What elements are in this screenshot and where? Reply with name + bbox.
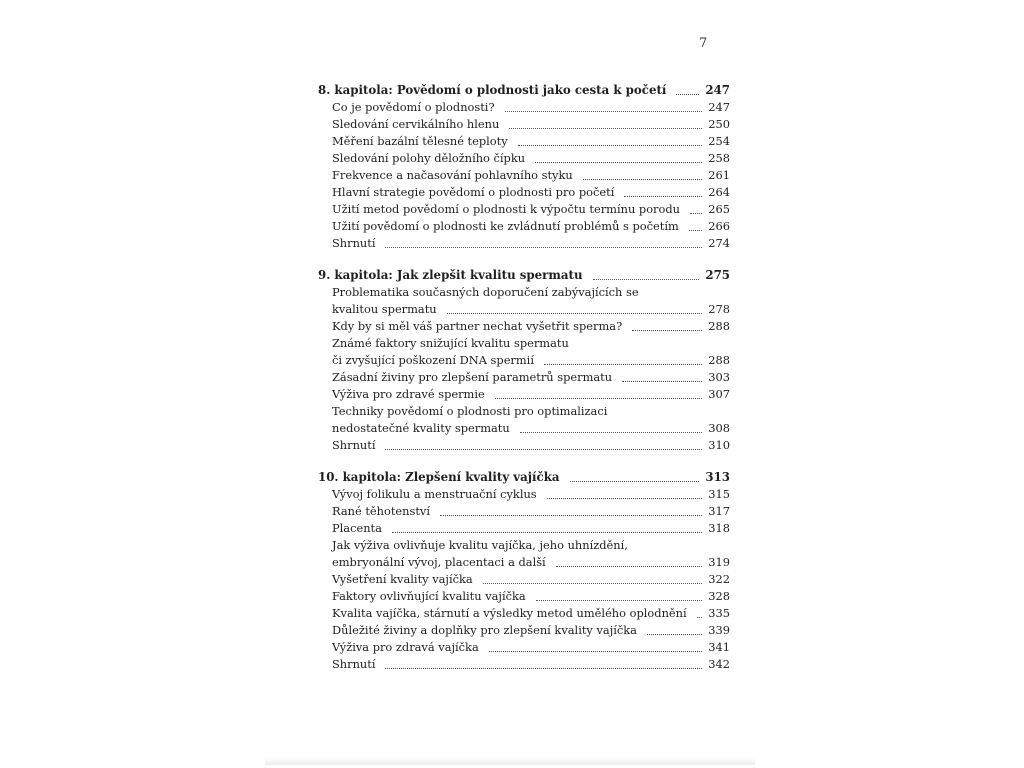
leader-dots — [509, 128, 702, 129]
page-ref: 303 — [708, 370, 730, 384]
page-ref: 308 — [708, 421, 730, 435]
page-ref: 322 — [708, 572, 730, 586]
entry-title: Shrnutí — [332, 236, 376, 250]
toc-entry[interactable] — [318, 218, 730, 235]
leader-dots — [392, 532, 702, 533]
page-number: 7 — [699, 36, 708, 51]
entry-title: Důležité živiny a doplňky pro zlepšení kvality vajíčka — [332, 623, 637, 637]
chapter-9 — [318, 267, 730, 454]
entry-title-line: Známé faktory snižující kvalitu spermatu — [332, 336, 569, 350]
page-ref: 307 — [708, 387, 730, 401]
chapter-8 — [318, 82, 730, 252]
toc-entry[interactable] — [318, 335, 730, 369]
page-ref: 264 — [708, 185, 730, 199]
leader-dots — [690, 213, 702, 214]
page-ref: 278 — [708, 302, 730, 316]
entry-title: Sledování polohy děložního čípku — [332, 151, 526, 165]
page-ref: 342 — [708, 657, 730, 671]
page-ref: 335 — [708, 606, 730, 620]
toc-entry[interactable] — [318, 99, 730, 116]
entry-title: Užití metod povědomí o plodnosti k výpočtu termínu porodu — [332, 202, 680, 216]
page-ref: 318 — [708, 521, 730, 535]
toc-entry[interactable] — [318, 437, 730, 454]
chapter-heading[interactable] — [318, 82, 730, 99]
entry-title: Zásadní živiny pro zlepšení parametrů spermatu — [332, 370, 613, 384]
page-ref: 247 — [705, 83, 730, 97]
toc-entry[interactable] — [318, 605, 730, 622]
toc-entry[interactable] — [318, 167, 730, 184]
page-bottom-edge — [265, 757, 755, 765]
entry-title: Shrnutí — [332, 438, 376, 452]
page-ref: 254 — [708, 134, 730, 148]
page-ref: 247 — [708, 100, 730, 114]
toc-entry[interactable] — [318, 150, 730, 167]
leader-dots — [676, 94, 699, 95]
page-ref: 317 — [708, 504, 730, 518]
leader-dots — [505, 111, 703, 112]
page-ref: 288 — [708, 319, 730, 333]
leader-dots — [520, 432, 703, 433]
toc-entry[interactable] — [318, 386, 730, 403]
leader-dots — [489, 651, 702, 652]
leader-dots — [447, 313, 703, 314]
leader-dots — [440, 515, 702, 516]
leader-dots — [583, 179, 703, 180]
entry-title: Výživa pro zdravá vajíčka — [332, 640, 479, 654]
entry-title: kvalitou spermatu — [332, 302, 437, 316]
entry-title: Kvalita vajíčka, stárnutí a výsledky metod umělého oplodnění — [332, 606, 687, 620]
toc-entry[interactable] — [318, 588, 730, 605]
toc-entry[interactable] — [318, 116, 730, 133]
leader-dots — [518, 145, 703, 146]
entry-title: Placenta — [332, 521, 382, 535]
chapter-heading[interactable] — [318, 267, 730, 284]
leader-dots — [647, 634, 702, 635]
toc-entry[interactable] — [318, 235, 730, 252]
leader-dots — [535, 162, 702, 163]
entry-title: Vývoj folikulu a menstruační cyklus — [332, 487, 537, 501]
chapter-10 — [318, 469, 730, 673]
leader-dots — [385, 247, 702, 248]
page-ref: 258 — [708, 151, 730, 165]
entry-title: Faktory ovlivňující kvalitu vajíčka — [332, 589, 526, 603]
entry-title: Sledování cervikálního hlenu — [332, 117, 500, 131]
chapter-title: 9. kapitola: Jak zlepšit kvalitu spermatu — [318, 268, 583, 282]
toc-entry[interactable] — [318, 403, 730, 437]
toc-entry[interactable] — [318, 571, 730, 588]
leader-dots — [385, 449, 702, 450]
entry-title: Shrnutí — [332, 657, 376, 671]
entry-title: Kdy by si měl váš partner nechat vyšetřit sperma? — [332, 319, 623, 333]
entry-title: Měření bazální tělesné teploty — [332, 134, 508, 148]
page-ref: 328 — [708, 589, 730, 603]
toc-entry[interactable] — [318, 639, 730, 656]
page-ref: 288 — [708, 353, 730, 367]
entry-title: Frekvence a načasování pohlavního styku — [332, 168, 573, 182]
toc-entry[interactable] — [318, 656, 730, 673]
page-ref: 275 — [705, 268, 730, 282]
entry-title: Co je povědomí o plodnosti? — [332, 100, 495, 114]
entry-title: embryonální vývoj, placentaci a další — [332, 555, 546, 569]
entry-title: Hlavní strategie povědomí o plodnosti pro početí — [332, 185, 615, 199]
page-ref: 274 — [708, 236, 730, 250]
leader-dots — [547, 498, 703, 499]
toc-entry[interactable] — [318, 369, 730, 386]
entry-title: Výživa pro zdravé spermie — [332, 387, 485, 401]
leader-dots — [495, 398, 703, 399]
page-ref: 250 — [708, 117, 730, 131]
toc-entry[interactable] — [318, 622, 730, 639]
toc-entry[interactable] — [318, 201, 730, 218]
leader-dots — [622, 381, 702, 382]
page-ref: 266 — [708, 219, 730, 233]
chapter-title: 8. kapitola: Povědomí o plodnosti jako cesta k početí — [318, 83, 667, 97]
page-ref: 261 — [708, 168, 730, 182]
page-ref: 265 — [708, 202, 730, 216]
leader-dots — [689, 230, 702, 231]
toc-entry[interactable] — [318, 184, 730, 201]
leader-dots — [624, 196, 702, 197]
toc-entry[interactable] — [318, 284, 730, 318]
entry-title-line: Techniky povědomí o plodnosti pro optimalizaci — [332, 404, 608, 418]
leader-dots — [544, 364, 702, 365]
entry-title: Rané těhotenství — [332, 504, 430, 518]
entry-title: Užití povědomí o plodnosti ke zvládnutí problémů s početím — [332, 219, 679, 233]
page-ref: 315 — [708, 487, 730, 501]
entry-title: Vyšetření kvality vajíčka — [332, 572, 473, 586]
page-ref: 339 — [708, 623, 730, 637]
chapter-title: 10. kapitola: Zlepšení kvality vajíčka — [318, 470, 560, 484]
leader-dots — [697, 617, 703, 618]
toc-entry[interactable] — [318, 486, 730, 503]
page-ref: 341 — [708, 640, 730, 654]
toc-entry[interactable] — [318, 537, 730, 571]
leader-dots — [593, 279, 700, 280]
leader-dots — [483, 583, 703, 584]
page-ref: 310 — [708, 438, 730, 452]
leader-dots — [385, 668, 702, 669]
table-of-contents — [318, 82, 730, 688]
entry-title-line: Jak výživa ovlivňuje kvalitu vajíčka, jeho uhnízdění, — [332, 538, 628, 552]
page-ref: 319 — [708, 555, 730, 569]
leader-dots — [570, 481, 700, 482]
toc-entry[interactable] — [318, 503, 730, 520]
leader-dots — [632, 330, 702, 331]
leader-dots — [556, 566, 703, 567]
page-ref: 313 — [705, 470, 730, 484]
entry-title-line: Problematika současných doporučení zabývajících se — [332, 285, 639, 299]
leader-dots — [536, 600, 703, 601]
chapter-heading[interactable] — [318, 469, 730, 486]
entry-title: či zvyšující poškození DNA spermií — [332, 353, 534, 367]
toc-entry[interactable] — [318, 520, 730, 537]
entry-title: nedostatečné kvality spermatu — [332, 421, 510, 435]
toc-entry[interactable] — [318, 133, 730, 150]
toc-entry[interactable] — [318, 318, 730, 335]
